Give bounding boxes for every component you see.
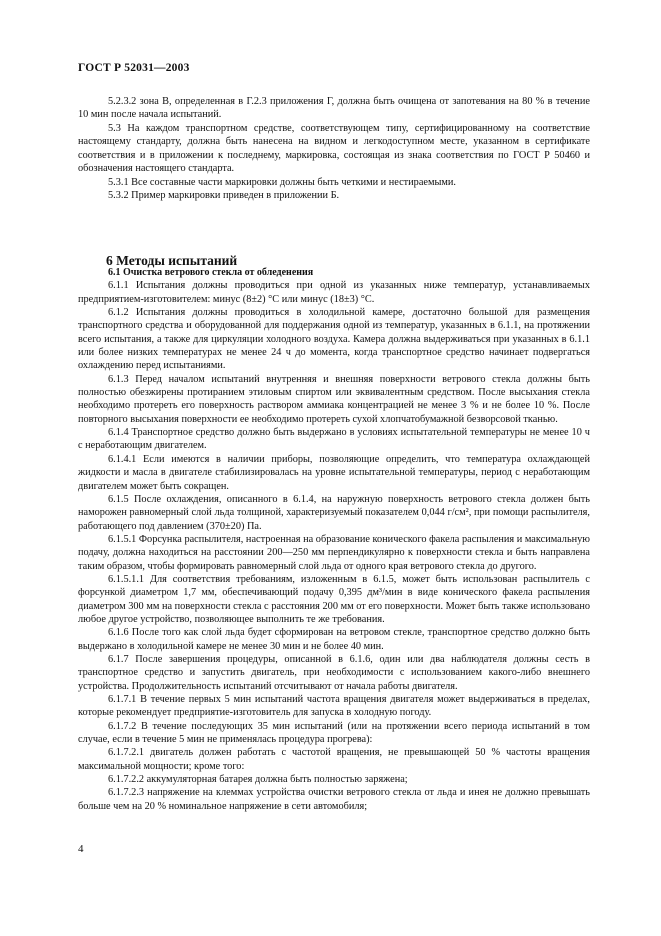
paragraph: 6.1.1 Испытания должны проводиться при одной из указанных ниже температур, устанавливаемых предприятием-изготовителем: минус (8±2) °С или минус (18±3) °С. xyxy=(78,280,590,305)
top-text-block xyxy=(78,95,590,203)
paragraph: 6.1.7.2.1 двигатель должен работать с частотой вращения, не превышающей 50 % частоты вращения максимальной мощности; кроме того: xyxy=(78,747,590,772)
paragraph: 6.1.7 После завершения процедуры, описанной в 6.1.6, один или два наблюдателя должны сесть в транспортное средство и запустить двигатель, при необходимости с использованием какого-либо внешнего устройства. Продолжительность испытаний отсчитывают от начала работы двигателя. xyxy=(78,653,590,692)
paragraph-5-2-3-2: 5.2.3.2 зона В, определенная в Г.2.3 приложения Г, должна быть очищена от запотевания на 80 % в течение 10 мин после начала испытаний. xyxy=(78,96,590,121)
paragraph: 6.1.7.1 В течение первых 5 мин испытаний частота вращения двигателя может выдерживаться в пределах, которые рекомендует предприятие-изготовитель для запуска в холодную погоду. xyxy=(78,694,590,719)
paragraph-5-3-1: 5.3.1 Все составные части маркировки должны быть четкими и нестираемыми. xyxy=(108,176,457,188)
paragraph: 6.1.7.2.2 аккумуляторная батарея должна быть полностью заряжена; xyxy=(108,774,408,786)
paragraph: 6.1.2 Испытания должны проводиться в холодильной камере, достаточно большой для размещения транспортного средства и оборудованной для поддержания одной из температур, указанных в 6.1.1, на протяжении всего испытания, а также для циркуляции холодного воздуха. Камера должна выдерживаться при указанных в 6.1.1 или более низких температурах не менее 24 ч до момента, когда транспортное средство начинает подвергаться охлаждению перед испытаниями. xyxy=(78,307,590,372)
page-number: 4 xyxy=(78,843,84,855)
paragraph-5-3-2: 5.3.2 Пример маркировки приведен в приложении Б. xyxy=(108,190,340,202)
paragraph: 6.1.4.1 Если имеются в наличии приборы, позволяющие определить, что температура охлаждающей жидкости и масла в двигателе стабилизировалась на уровне испытательной температуры, период с неработающим двигателем может быть сокращен. xyxy=(78,453,590,492)
paragraph: 6.1.7.2 В течение последующих 35 мин испытаний (или на протяжении всего периода испытаний в том случае, если в течение 5 мин не применялась процедура прогрева): xyxy=(78,720,590,746)
paragraph-5-3: 5.3 На каждом транспортном средстве, соответствующем типу, сертифицированному на соответствие настоящему стандарту, должна быть нанесена на видном и легкодоступном месте, указанном в сертификате соответствия и в приложении к последнему, маркировка, состоящая из знака соответствия по ГОСТ Р 50460 и обозначения настоящего стандарта. xyxy=(78,122,590,175)
paragraph: 6.1.7.2.3 напряжение на клеммах устройства очистки ветрового стекла от льда и инея не должно превышать больше чем на 20 % номинальное напряжение в сети автомобиля; xyxy=(78,787,590,812)
paragraph: 6.1.5.1 Форсунка распылителя, настроенная на образование конического факела распыления и максимальную подачу, должна находиться на расстоянии 200—250 мм перпендикулярно к поверхности стекла и быть направлена таким образом, чтобы формировать равномерный слой льда от одного края ветрового стекла до другого. xyxy=(78,533,590,572)
main-text-block xyxy=(78,266,590,813)
paragraph: 6.1.5.1.1 Для соответствия требованиям, изложенным в 6.1.5, может быть использован распылитель с форсункой диаметром 1,7 мм, обеспечивающий подачу 0,395 дм³/мин в виде конического факела распыления диаметром 300 мм на поверхности стекла с расстояния 200 мм от его поверхности. Может быть также использовано любое другое устройство, позволяющее выполнить те же требования. xyxy=(78,573,590,625)
paragraph: 6.1.3 Перед началом испытаний внутренняя и внешняя поверхности ветрового стекла должны быть полностью обезжирены протиранием этиловым спиртом или эквивалентным средством. После высыхания стекла необходимо протереть его поверхность раствором аммиака концентрацией не менее 3 % и не более 10 %. После повторного высыхания поверхности ее необходимо протереть сухой хлопчатобумажной безворсовой тканью. xyxy=(78,373,590,425)
subsection-title: 6.1 Очистка ветрового стекла от обледенения xyxy=(108,267,314,278)
paragraph: 6.1.4 Транспортное средство должно быть выдержано в условиях испытательной температуры не менее 10 ч с неработающим двигателем. xyxy=(78,427,590,452)
paragraph: 6.1.5 После охлаждения, описанного в 6.1.4, на наружную поверхность ветрового стекла должен быть наморожен равномерный слой льда толщиной, характеризуемый показателем 0,044 г/см², при помощи распылителя, работающего под давлением (370±20) Па. xyxy=(78,493,590,532)
paragraph: 6.1.6 После того как слой льда будет сформирован на ветровом стекле, транспортное средство должно быть выдержано в холодильной камере не менее 30 мин и не более 40 мин. xyxy=(78,627,590,652)
page-header: ГОСТ Р 52031—2003 xyxy=(78,62,190,74)
section-title: 6 Методы испытаний xyxy=(106,253,238,268)
